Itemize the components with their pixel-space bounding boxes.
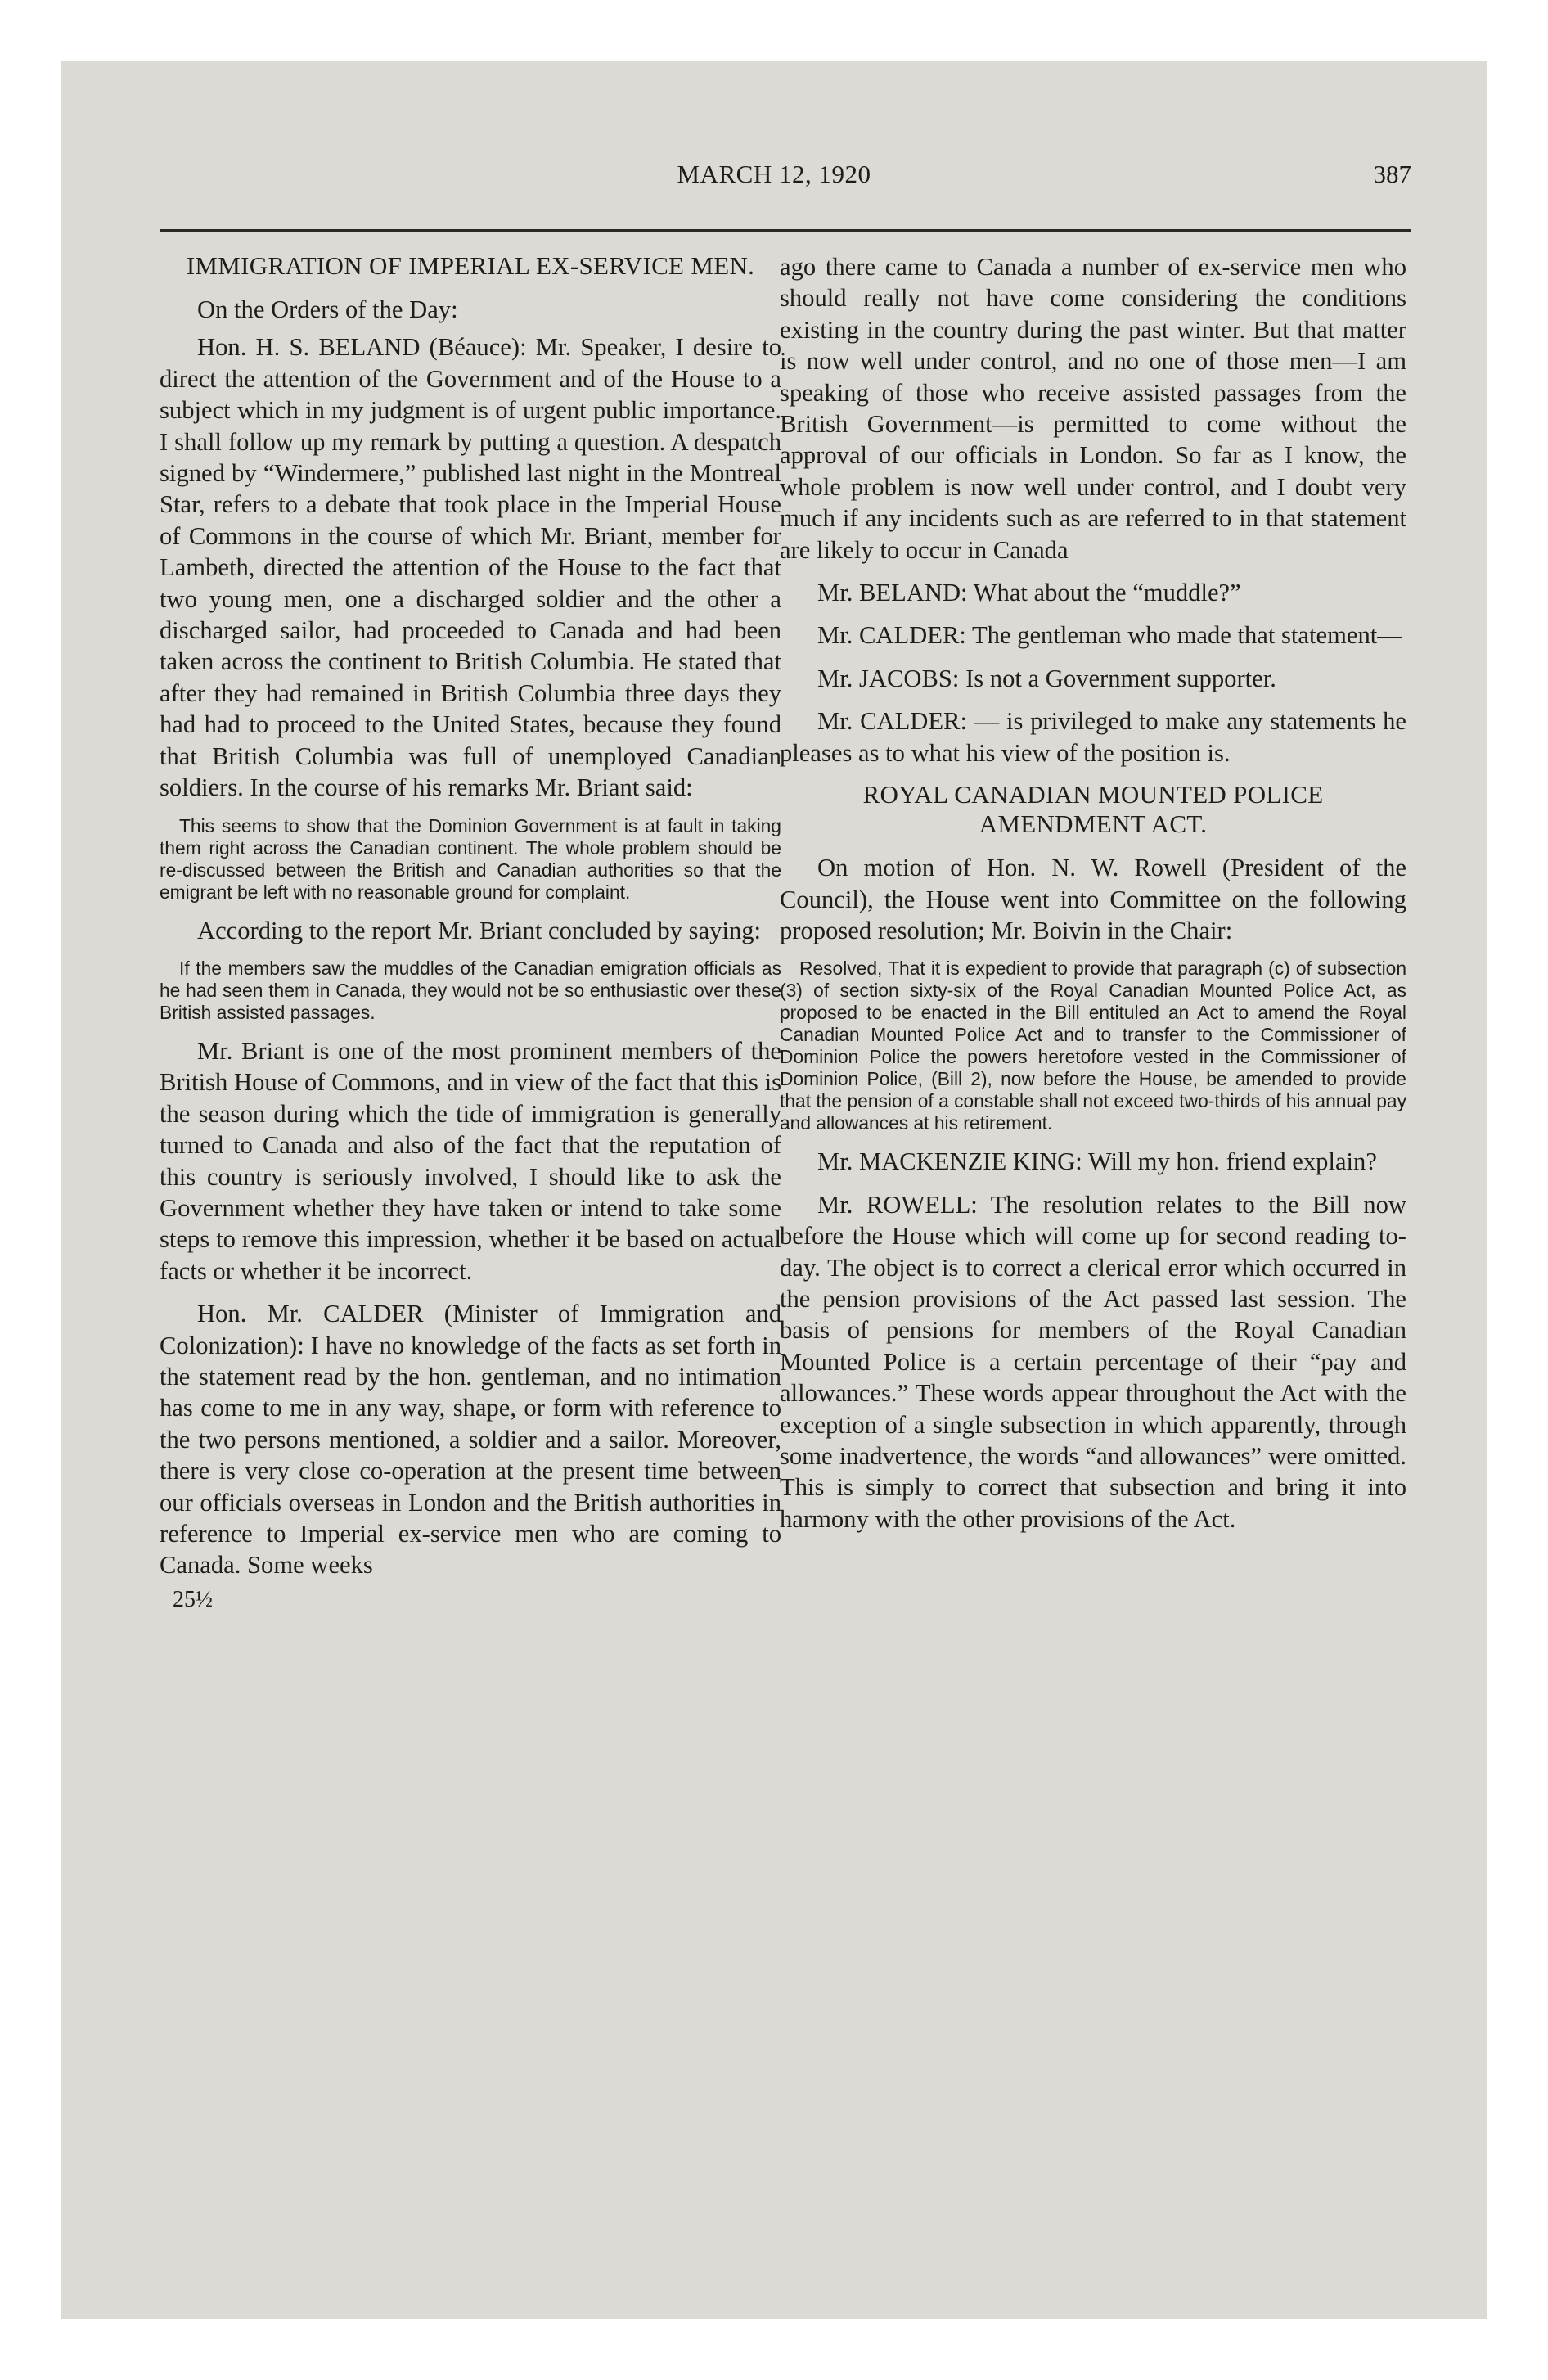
paragraph-briant-concluded: According to the report Mr. Briant concluded by saying: [197, 916, 762, 944]
header-page-number: 387 [1373, 160, 1411, 188]
paragraph-motion-rowell: On motion of Hon. N. W. Rowell (President of the Council), the House went into Committee on the following proposed resolution; Mr. Boivin in the Chair: [780, 854, 1406, 944]
paragraph-beland: Hon. H. S. BELAND (Béauce): Mr. Speaker, I desire to direct the attention of the Government and of the House to a subject which in my judgment is of urgent public importance. I shall follow up my remark by putting a question. A despatch signed by “Windermere,” published last night in the Montreal Star, refers to a debate that took place in the Imperial House of Commons in the course of which Mr. Briant, member for Lambeth, directed the attention of the House to the fact that two young men, one a discharged soldier and the other a discharged sailor, had proceeded to Canada and had been taken across the continent to British Columbia. He stated that after they had remained in British Columbia three days they had had to proceed to the United States, because they found that British Columbia was full of unemployed Canadian soldiers. In the course of his remarks Mr. Briant said: [160, 333, 781, 802]
quotation-briant-1: This seems to show that the Dominion Government is at fault in taking them right across the Canadian continent. The whole problem should be re-discussed between the British and Canadian authorities so that the emigrant be left with no reasonable ground for complaint. [160, 814, 781, 903]
right-column [780, 251, 1406, 1535]
paragraph-calder-gentleman: Mr. CALDER: The gentleman who made that statement— [817, 621, 1402, 650]
quotation-resolution: Resolved, That it is expedient to provide that paragraph (c) of subsection (3) of section sixty-six of the Royal Canadian Mounted Police Act, as proposed to be enacted in the Bill entituled an Act to amend the Royal Canadian Mounted Police Act and to transfer to the Commissioner of Dominion Police the powers heretofore vested in the Commissioner of Dominion Police, (Bill 2), now before the House, be amended to provide that the pension of a constable shall not exceed two-thirds of his annual pay and allowances at his retirement. [780, 958, 1406, 1134]
running-header [61, 160, 1487, 209]
quotation-briant-2: If the members saw the muddles of the Canadian emigration officials as he had seen them in Canada, they would not be so enthusiastic over these British assisted passages. [160, 957, 781, 1023]
paragraph-calder-privileged: Mr. CALDER: — is privileged to make any statements he pleases as to what his view of the position is. [780, 707, 1406, 767]
left-column [160, 251, 781, 1616]
header-date: MARCH 12, 1920 [677, 160, 871, 188]
section-heading-immigration: IMMIGRATION OF IMPERIAL EX-SERVICE MEN. [186, 251, 755, 280]
section-heading-rcmp: ROYAL CANADIAN MOUNTED POLICE AMENDMENT ACT. [862, 780, 1324, 839]
paragraph-rowell-explanation: Mr. ROWELL: The resolution relates to the Bill now before the House which will come up for second reading to-day. The object is to correct a clerical error which occurred in the pension provisions of the Act passed last session. The basis of pensions for members of the Royal Canadian Mounted Police is a certain percentage of their “pay and allowances.” These words appear throughout the Act with the exception of a single subsection in which apparently, through some inadvertence, the words “and allowances” were omitted. This is simply to correct that subsection and bring it into harmony with the other provisions of the Act. [780, 1190, 1406, 1533]
paragraph-jacobs: Mr. JACOBS: Is not a Government supporter. [817, 664, 1276, 692]
paragraph-beland-muddle: Mr. BELAND: What about the “muddle?” [817, 579, 1241, 607]
signature-mark: 25½ [173, 1586, 213, 1612]
orders-of-the-day: On the Orders of the Day: [197, 295, 458, 323]
header-rule [160, 229, 1411, 232]
page-scan [61, 61, 1487, 2319]
paragraph-briant-prominent: Mr. Briant is one of the most prominent members of the British House of Commons, and in view of the fact that this is the season during which the tide of immigration is generally turned to Canada and also of the fact that the reputation of this country is seriously involved, I should like to ask the Government whether they have taken or intend to take some steps to remove this impression, whether it be based on actual facts or whether it be incorrect. [160, 1036, 781, 1285]
paragraph-calder-continued: ago there came to Canada a number of ex-service men who should really not have come considering the conditions existing in the country during the past winter. But that matter is now well under control, and no one of those men—I am speaking of those who receive assisted passages from the British Government—is permitted to come without the approval of our officials in London. So far as I know, the whole problem is now well under control, and I doubt very much if any incidents such as are referred to in that statement are likely to occur in Canada [780, 253, 1406, 564]
paragraph-mackenzie-king: Mr. MACKENZIE KING: Will my hon. friend explain? [817, 1147, 1377, 1176]
paragraph-calder-reply: Hon. Mr. CALDER (Minister of Immigration and Colonization): I have no knowledge of the facts as set forth in the statement read by the hon. gentleman, and no intimation has come to me in any way, shape, or form with reference to the two persons mentioned, a soldier and a sailor. Moreover, there is very close co-operation at the present time between our officials overseas in London and the British authorities in reference to Imperial ex-service men who are coming to Canada. Some weeks [160, 1300, 781, 1580]
